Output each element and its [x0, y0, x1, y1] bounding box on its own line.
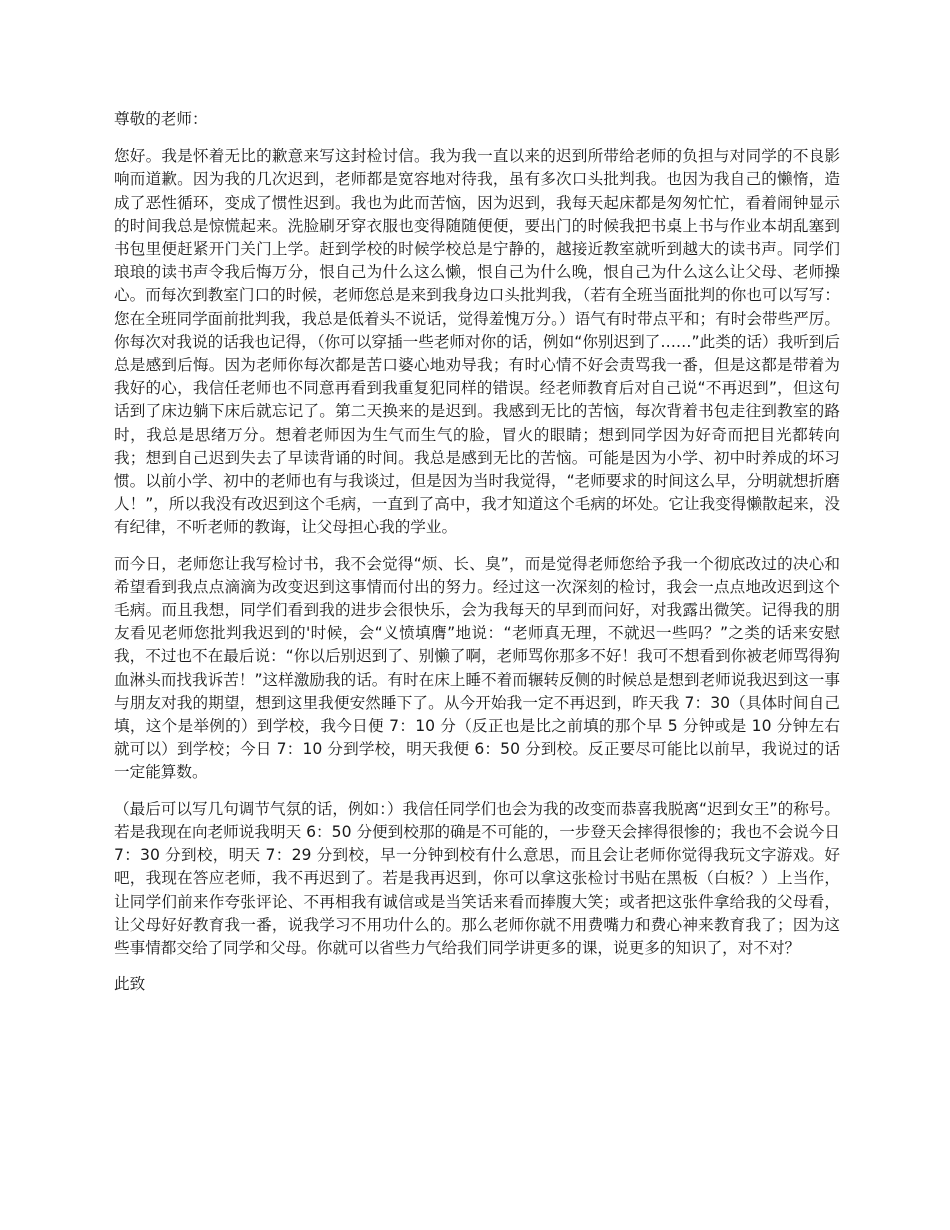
letter-closing: 此致	[114, 975, 146, 994]
letter-document	[114, 108, 840, 996]
letter-salutation: 尊敬的老师：	[114, 110, 208, 128]
letter-paragraph-1: 您好。我是怀着无比的歉意来写这封检讨信。我为我一直以来的迟到所带给老师的负担与对同学的不良影响而道歉。因为我的几次迟到，老师都是宽容地对待我，虽有多次口头批判我。也因为我自己的懒惰，造成了恶性循环，变成了惯性迟到。我也为此而苦恼，因为迟到，我每天起床都是匆匆忙忙，看着闹钟显示的时间我总是惊慌起来。洗脸刷牙穿衣服也变得随随便便，要出门的时候我把书桌上书与作业本胡乱塞到书包里便赶紧开门关门上学。赶到学校的时候学校总是宁静的，越接近教室就听到越大的读书声。同学们琅琅的读书声令我后悔万分，恨自己为什么这么懒，恨自己为什么晚，恨自己为什么这么让父母、老师操心。而每次到教室门口的时候，老师您总是来到我身边口头批判我，（若有全班当面批判的你也可以写写：您在全班同学面前批判我，我总是低着头不说话，觉得羞愧万分。）语气有时带点平和；有时会带些严厉。你每次对我说的话我也记得，（你可以穿插一些老师对你的话，例如“你别迟到了……”此类的话）我听到后总是感到后悔。因为老师你每次都是苦口婆心地劝导我；有时心情不好会责骂我一番，但是这都是带着为我好的心，我信任老师也不同意再看到我重复犯同样的错误。经老师教育后对自己说“不再迟到”，但这句话到了床边躺下床后就忘记了。第二天换来的是迟到。我感到无比的苦恼，每次背着书包走往到教室的路时，我总是思绪万分。想着老师因为生气而生气的脸，冒火的眼睛；想到同学因为好奇而把目光都转向我；想到自己迟到失去了早读背诵的时间。我总是感到无比的苦恼。可能是因为小学、初中时养成的坏习惯。以前小学、初中的老师也有与我谈过，但是因为当时我觉得，“老师要求的时间这么早，分明就想折磨人！”，所以我没有改迟到这个毛病，一直到了高中，我才知道这个毛病的坏处。它让我变得懒散起来，没有纪律，不听老师的教诲，让父母担心我的学业。	[114, 147, 840, 537]
letter-paragraph-3: （最后可以写几句调节气氛的话，例如：）我信任同学们也会为我的改变而恭喜我脱离“迟到女王”的称号。若是我现在向老师说我明天 6：50 分便到校那的确是不可能的，一步登天会摔得很惨的；我也不会说今日 7：30 分到校，明天 7：29 分到校，早一分钟到校有什么意思，而且会让老师你觉得我玩文字游戏。好吧，我现在答应老师，我不再迟到了。若是我再迟到，你可以拿这张检讨书贴在黑板（白板？）上当作，让同学们前来作夸张评论、不再相我有诚信或是当笑话来看而捧腹大笑；或者把这张件拿给我的父母看，让父母好好教育我一番，说我学习不用功什么的。那么老师你就不用费嘴力和费心神来教育我了；因为这些事情都交给了同学和父母。你就可以省些力气给我们同学讲更多的课，说更多的知识了，对不对？	[114, 799, 840, 957]
letter-paragraph-2: 而今日，老师您让我写检讨书，我不会觉得“烦、长、臭”，而是觉得老师您给予我一个彻底改过的决心和希望看到我点点滴滴为改变迟到这事情而付出的努力。经过这一次深刻的检讨，我会一点点地改迟到这个毛病。而且我想，同学们看到我的进步会很快乐，会为我每天的早到而问好，对我露出微笑。记得我的朋友看见老师您批判我迟到的'时候，会“义愤填膺”地说：“老师真无理，不就迟一些吗？”之类的话来安慰我，不过也不在最后说：“你以后别迟到了、别懒了啊，老师骂你那多不好！我可不想看到你被老师骂得狗血淋头而找我诉苦！”这样激励我的话。有时在床上睡不着而辗转反侧的时候总是想到老师说我迟到这一事与朋友对我的期望，想到这里我便安然睡下了。从今开始我一定不再迟到，昨天我 7：30（具体时间自己填，这个是举例的）到学校，我今日便 7：10 分（反正也是比之前填的那个早 5 分钟或是 10 分钟左右就可以）到学校；今日 7：10 分到学校，明天我便 6：50 分到校。反正要尽可能比以前早，我说过的话一定能算数。	[114, 554, 840, 782]
